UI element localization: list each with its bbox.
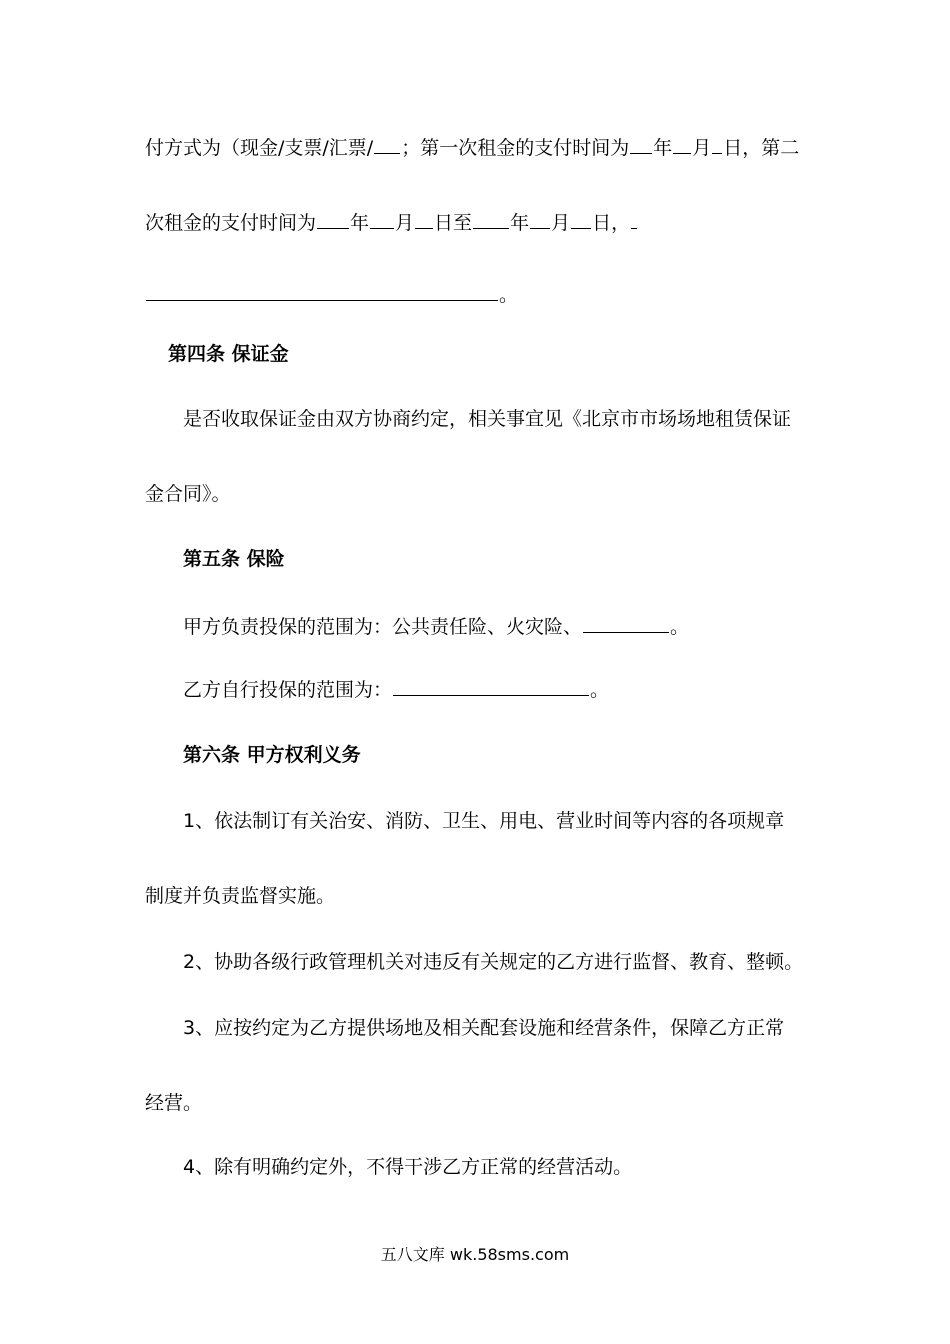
blank-field (415, 227, 433, 229)
text-segment: 。 (590, 679, 610, 701)
party-a-insurance-line (183, 614, 689, 640)
blank-field (393, 694, 589, 696)
blank-field (146, 299, 498, 301)
text-segment: 月 (551, 212, 571, 234)
text-segment: 。 (499, 284, 519, 306)
text-segment: 次租金的支付时间为 (145, 212, 317, 234)
text-segment: 月 (692, 137, 712, 159)
article-6-item3-line2: 经营。 (145, 1092, 203, 1114)
footer-watermark: 五八文库 wk.58sms.com (380, 1245, 570, 1264)
text-segment: 年 (350, 212, 370, 234)
article-6-item2: 2、协助各级行政管理机关对违反有关规定的乙方进行监督、教育、整顿。 (183, 951, 804, 973)
article-6-item3-line1: 3、应按约定为乙方提供场地及相关配套设施和经营条件，保障乙方正常 (183, 1017, 785, 1039)
blank-field (530, 227, 550, 229)
text-segment: 日， (592, 212, 631, 234)
article-4-body-line1: 是否收取保证金由双方协商约定，相关事宜见《北京市市场场地租赁保证 (183, 408, 792, 430)
article-5-title: 第五条 保险 (183, 548, 285, 570)
text-segment: 年 (510, 212, 530, 234)
article-6-item4: 4、除有明确约定外，不得干涉乙方正常的经营活动。 (183, 1156, 633, 1178)
text-segment: 付方式为（现金/支票/汇票/ (145, 137, 374, 159)
text-segment: ；第一次租金的支付时间为 (401, 137, 630, 159)
blank-line (145, 282, 518, 308)
article-6-item1-line2: 制度并负责监督实施。 (145, 885, 336, 907)
blank-field (712, 152, 722, 154)
text-segment: 年 (653, 137, 673, 159)
article-6-title: 第六条 甲方权利义务 (183, 744, 361, 766)
party-b-insurance-line (183, 677, 609, 703)
blank-field (374, 152, 400, 154)
text-segment: 日至 (434, 212, 473, 234)
article-4-title: 第四条 保证金 (168, 343, 289, 365)
article-4-body-line2: 金合同》。 (145, 483, 231, 505)
text-segment: 日，第二 (723, 137, 800, 159)
text-segment: 月 (395, 212, 415, 234)
blank-field (473, 227, 509, 229)
blank-field (630, 152, 652, 154)
blank-field (370, 227, 394, 229)
text-segment: 乙方自行投保的范围为： (183, 679, 393, 701)
blank-field (317, 227, 349, 229)
blank-field (631, 227, 637, 229)
blank-field (571, 227, 591, 229)
blank-field (583, 631, 669, 633)
payment-method-line (145, 135, 799, 161)
blank-field (673, 152, 691, 154)
text-segment: 甲方负责投保的范围为：公共责任险、火灾险、 (183, 616, 583, 638)
second-payment-line (145, 210, 638, 236)
article-6-item1-line1: 1、依法制订有关治安、消防、卫生、用电、营业时间等内容的各项规章 (183, 810, 785, 832)
text-segment: 。 (670, 616, 690, 638)
